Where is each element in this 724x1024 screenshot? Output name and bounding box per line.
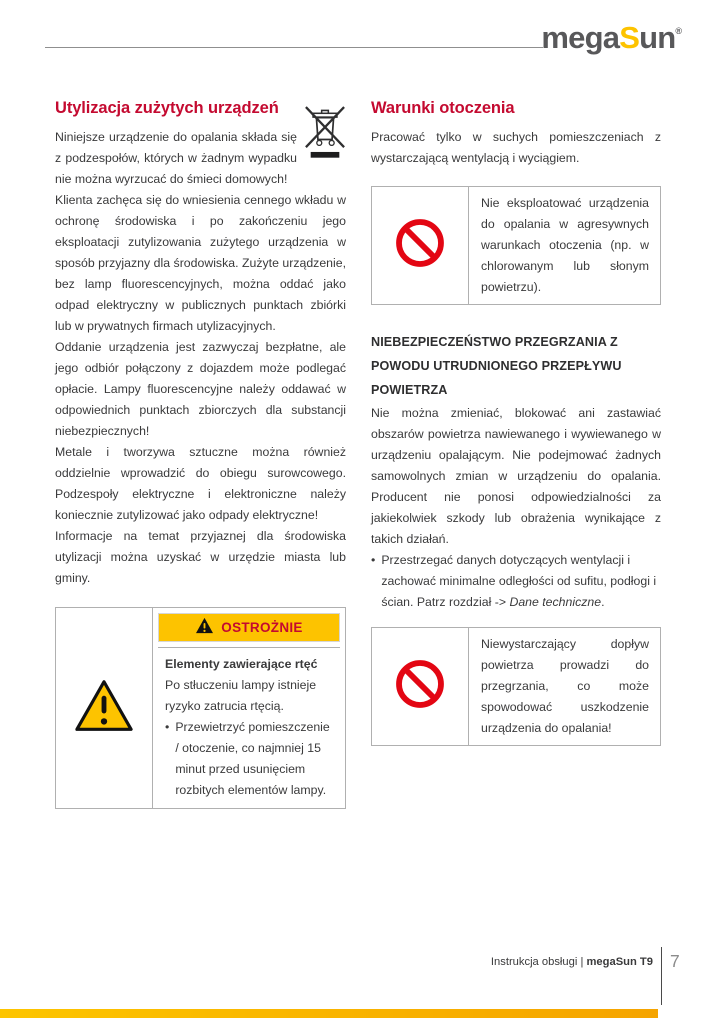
prohibition-icon-cell	[372, 187, 469, 304]
caution-bullet	[165, 717, 333, 801]
disposal-section	[55, 99, 346, 809]
ambient-intro: Pracować tylko w suchych pomieszczeniach z wystarczającą wentylacją i wyciągiem.	[371, 130, 661, 165]
caution-body-text: Po stłuczeniu lampy istnieje ryzyko zatrucia rtęcią.	[165, 678, 317, 713]
bottom-accent-bar	[0, 1009, 658, 1018]
disposal-paragraph: Metale i tworzywa sztuczne można również oddzielnie wprowadzić do obiegu surowcowego. Podzespoły elektryczne i elektroniczne należy koniecznie zutylizować jako odpady elektryczne!	[55, 445, 346, 522]
ventilation-bullet-text: Przestrzegać danych dotyczących wentylacji i zachować minimalne odległości od sufitu, podłogi i ścian. Patrz rozdział -> Dane techniczne.	[381, 553, 657, 609]
prohibition-icon-cell	[372, 628, 469, 745]
prohibition-text: Nie eksploatować urządzenia do opalania w agresywnych warunkach otoczenia (np. w chlorowanym lub słonym powietrzu).	[481, 196, 649, 294]
caution-header	[158, 613, 340, 642]
weee-crossed-bin-icon	[304, 99, 346, 161]
section-title-disposal: Utylizacja zużytych urządzeń	[55, 99, 279, 117]
footer-doc-title: Instrukcja obsługi | megaSun T9	[490, 956, 653, 968]
logo-text-un: un	[639, 20, 676, 55]
logo-text-mega: mega	[541, 20, 620, 55]
registered-trademark-icon: ®	[675, 26, 682, 36]
disposal-paragraph: Informacje na temat przyjaznej dla środowiska utylizacji można uzyskać w urzędzie miasta lub gminy.	[55, 529, 346, 585]
warning-triangle-small-icon	[195, 617, 214, 639]
caution-icon-cell	[56, 608, 153, 808]
megasun-logo	[541, 14, 682, 55]
danger-heading: NIEBEZPIECZEŃSTWO PRZEGRZANIA Z POWODU UTRUDNIONEGO PRZEPŁYWU POWIETRZA	[371, 335, 622, 397]
chapter-reference: Dane techniczne	[509, 595, 602, 609]
footer-divider	[661, 947, 662, 1005]
prohibition-box-airflow	[371, 627, 661, 746]
danger-body: Nie można zmieniać, blokować ani zastawiać obszarów powietrza nawiewanego i wywiewanego w urządzeniu opalającym. Nie podejmować żadnych samowolnych zmian w urządzeniu do opalania. Producent nie ponosi odpowiedzialności za jakiekolwiek szkody lub obrażenia wynikające z takich działań.	[371, 406, 661, 546]
section-title-ambient: Warunki otoczenia	[371, 99, 515, 117]
ambient-conditions-section	[371, 99, 661, 746]
prohibition-box-aggressive-air	[371, 186, 661, 305]
disposal-paragraph: Oddanie urządzenia jest zazwyczaj bezpłatne, ale jego odbiór połączony z dojazdem może podlegać opłacie. Lampy fluorescencyjne należy oddawać w odpowiednich punktach zbiorczych dla substancji niebezpiecznych!	[55, 340, 346, 438]
warning-triangle-icon	[73, 678, 135, 739]
ventilation-bullet	[371, 550, 661, 613]
prohibition-text: Niewystarczający dopływ powietrza prowadzi do przegrzania, co może spowodować uszkodzenie urządzenia do opalania!	[481, 637, 649, 735]
bullet-marker: •	[165, 720, 170, 734]
caution-subject: Elementy zawierające rtęć	[165, 657, 318, 671]
page-number: 7	[670, 951, 680, 971]
caution-box-mercury	[55, 607, 346, 809]
caution-text	[158, 647, 340, 803]
prohibition-sign-icon	[395, 218, 445, 273]
footer-product-name: megaSun T9	[586, 956, 653, 968]
disposal-paragraph: Niniejsze urządzenie do opalania składa się z podzespołów, których w żadnym wypadku nie można wyrzucać do śmieci domowych!	[55, 130, 297, 186]
disposal-paragraph: Klienta zachęca się do wniesienia cennego wkładu w ochronę środowiska i po zakończeniu jego eksploatacji zutylizowania zużytego urządzenia w sposób przyjazny dla środowiska. Zużyte urządzenie, bez lamp fluorescencyjnych, można oddać jako odpad elektryczny w publicznych punktach zbiórki lub w prywatnych firmach utylizacyjnych.	[55, 193, 346, 333]
prohibition-sign-icon	[395, 659, 445, 714]
caution-bullet-text: Przewietrzyć pomieszczenie / otoczenie, co najmniej 15 minut przed usunięciem rozbitych elementów lampy.	[175, 720, 330, 797]
caution-body-cell	[153, 608, 345, 808]
bullet-marker: •	[371, 553, 376, 567]
caution-label: OSTROŻNIE	[221, 620, 303, 635]
header-rule	[45, 47, 543, 48]
logo-text-s: S	[619, 20, 640, 55]
